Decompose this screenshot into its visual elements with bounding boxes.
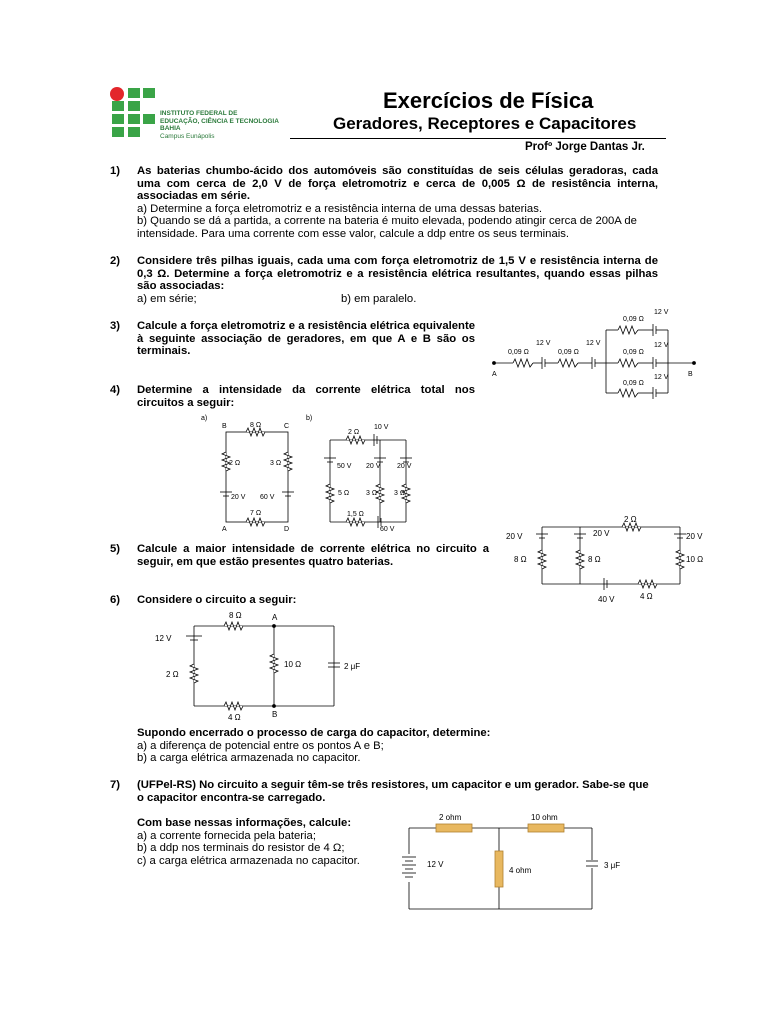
question-followup: Supondo encerrado o processo de carga do capacitor, determine: — [137, 727, 491, 739]
question-item: c) a carga elétrica armazenada no capacitor. — [137, 854, 360, 867]
institution-line-3: BAHIA — [160, 125, 181, 132]
circuit-label: 0,09 Ω — [623, 316, 644, 323]
circuit-label: A — [492, 371, 497, 378]
circuit-label: b) — [306, 415, 313, 422]
circuit-label: 3 μF — [604, 861, 621, 870]
question-statement: Considere o circuito a seguir: — [137, 594, 297, 606]
circuit-label: 20 V — [593, 529, 610, 538]
circuit-label: 20 V — [366, 463, 381, 470]
circuit-label: 5 Ω — [338, 490, 350, 497]
circuit-q4 — [196, 410, 420, 535]
question-statement: Calcule a maior intensidade de corrente elétrica no circuito a seguir, em que estão presentes quatro baterias. — [137, 543, 489, 568]
circuit-q7 — [398, 810, 621, 916]
question-item: b) a ddp nos terminais do resistor de 4 Ω; — [137, 842, 345, 854]
circuit-label: 20 V — [686, 532, 703, 541]
question-1 — [137, 165, 658, 240]
circuit-label: 50 V — [337, 463, 352, 470]
institution-logo — [108, 86, 158, 138]
question-item: a) Determine a força eletromotriz e a resistência interna de uma dessas baterias. — [137, 202, 542, 215]
circuit-label: 3 Ω — [270, 460, 282, 467]
circuit-label: D — [284, 526, 290, 533]
author-name: Profº Jorge Dantas Jr. — [525, 141, 645, 153]
institution-name — [160, 110, 279, 140]
question-item: a) a diferença de potencial entre os pontos A e B; — [137, 739, 384, 752]
circuit-label: 2 Ω — [166, 670, 179, 679]
question-5 — [137, 543, 489, 568]
circuit-label: 20 V — [231, 494, 246, 501]
question-number: 2) — [110, 255, 121, 267]
institution-line-4: Campus Eunápolis — [160, 132, 215, 140]
question-item: a) em série; — [137, 292, 197, 305]
circuit-label: 0,09 Ω — [558, 349, 579, 356]
circuit-label: 4 Ω — [228, 713, 241, 722]
question-followup: Com base nessas informações, calcule: — [137, 817, 352, 829]
circuit-label: 12 V — [654, 309, 669, 316]
circuit-label: 2 ohm — [439, 813, 462, 822]
circuit-label: 3 Ω — [366, 490, 378, 497]
question-statement: Considere três pilhas iguais, cada uma com força eletromotriz de 1,5 V e resistência interna de 0,3 Ω. Determine a força eletromotriz e a resistência elétrica resultantes, quando essas pilhas são associadas: — [137, 255, 658, 292]
circuit-label: 1,5 Ω — [347, 511, 364, 518]
circuit-label: a) — [201, 415, 208, 422]
circuit-label: 10 V — [374, 424, 389, 431]
circuit-label: 12 V — [427, 860, 444, 869]
circuit-label: 8 Ω — [514, 555, 527, 564]
circuit-label: B — [272, 710, 278, 719]
circuit-label: A — [272, 613, 278, 622]
circuit-label: 8 Ω — [588, 555, 601, 564]
question-7-followup — [137, 817, 387, 867]
circuit-label: 7 Ω — [250, 510, 262, 517]
circuit-label: 2 Ω — [624, 515, 637, 524]
circuit-label: B — [688, 371, 693, 378]
question-6-followup — [137, 727, 658, 765]
circuit-label: 20 V — [397, 463, 412, 470]
header-divider — [290, 138, 666, 139]
question-number: 6) — [110, 594, 121, 606]
question-item: b) Quando se dá a partida, a corrente na bateria é muito elevada, podendo atingir cerca de 200A de intensidade. Para uma corrente com esse valor, calcule a ddp entre os seus terminais. — [137, 215, 637, 240]
circuit-label: 60 V — [260, 494, 275, 501]
circuit-label: 12 V — [586, 340, 601, 347]
question-item: b) a carga elétrica armazenada no capacitor. — [137, 752, 361, 764]
question-statement: As baterias chumbo-ácido dos automóveis são constituídas de seis células geradoras, cada uma com cerca de 2,0 V de força eletromotriz e cerca de 0,005 Ω de resistência interna, associadas em série. — [137, 165, 658, 202]
circuit-label: 3 Ω — [394, 490, 406, 497]
circuit-label: 4 Ω — [640, 592, 653, 601]
circuit-label: 12 V — [536, 340, 551, 347]
institution-line-1: INSTITUTO FEDERAL DE — [160, 110, 238, 117]
question-6 — [137, 594, 658, 607]
circuit-label: 0,09 Ω — [623, 349, 644, 356]
question-item: a) a corrente fornecida pela bateria; — [137, 829, 316, 842]
circuit-label: A — [222, 526, 227, 533]
question-statement: Calcule a força eletromotriz e a resistência elétrica equivalente à seguinte associação de geradores, em que A e B são os terminais. — [137, 320, 475, 357]
question-number: 4) — [110, 384, 121, 396]
question-number: 5) — [110, 543, 121, 555]
circuit-label: 20 V — [506, 532, 523, 541]
circuit-label: 10 ohm — [531, 813, 558, 822]
circuit-label: C — [284, 423, 290, 430]
circuit-label: 2 Ω — [348, 429, 360, 436]
question-number: 7) — [110, 779, 121, 791]
question-4 — [137, 384, 475, 409]
circuit-label: 12 V — [654, 342, 669, 349]
logo-graphic — [108, 86, 158, 138]
institution-line-2: EDUCAÇÃO, CIÊNCIA E TECNOLOGIA — [160, 117, 279, 125]
question-statement: (UFPel-RS) No circuito a seguir têm-se três resistores, um capacitor e um gerador. Sabe-se que o capacitor encontra-se carregado. — [137, 779, 649, 804]
circuit-q3 — [488, 303, 700, 409]
question-7 — [137, 779, 658, 804]
circuit-label: 12 V — [654, 374, 669, 381]
question-item: b) em paralelo. — [341, 292, 417, 305]
circuit-label: 8 Ω — [250, 422, 262, 429]
circuit-label: 2 μF — [344, 662, 361, 671]
question-number: 3) — [110, 320, 121, 332]
circuit-label: 4 ohm — [509, 866, 532, 875]
circuit-label: 12 V — [155, 634, 172, 643]
question-3 — [137, 320, 475, 358]
circuit-label: 0,09 Ω — [623, 380, 644, 387]
circuit-label: 10 Ω — [284, 660, 302, 669]
circuit-q6 — [150, 608, 380, 724]
circuit-label: 40 V — [598, 595, 615, 604]
page-title: Exercícios de Física — [383, 88, 594, 113]
question-statement: Determine a intensidade da corrente elétrica total nos circuitos a seguir: — [137, 384, 475, 409]
circuit-label: 0,09 Ω — [508, 349, 529, 356]
circuit-label: B — [222, 423, 227, 430]
circuit-label: 60 V — [380, 526, 395, 533]
page-subtitle: Geradores, Receptores e Capacitores — [333, 114, 637, 133]
circuit-label: 10 Ω — [686, 555, 704, 564]
question-2 — [137, 255, 658, 306]
circuit-label: 2 Ω — [229, 460, 241, 467]
circuit-label: 8 Ω — [229, 611, 242, 620]
question-number: 1) — [110, 165, 121, 177]
